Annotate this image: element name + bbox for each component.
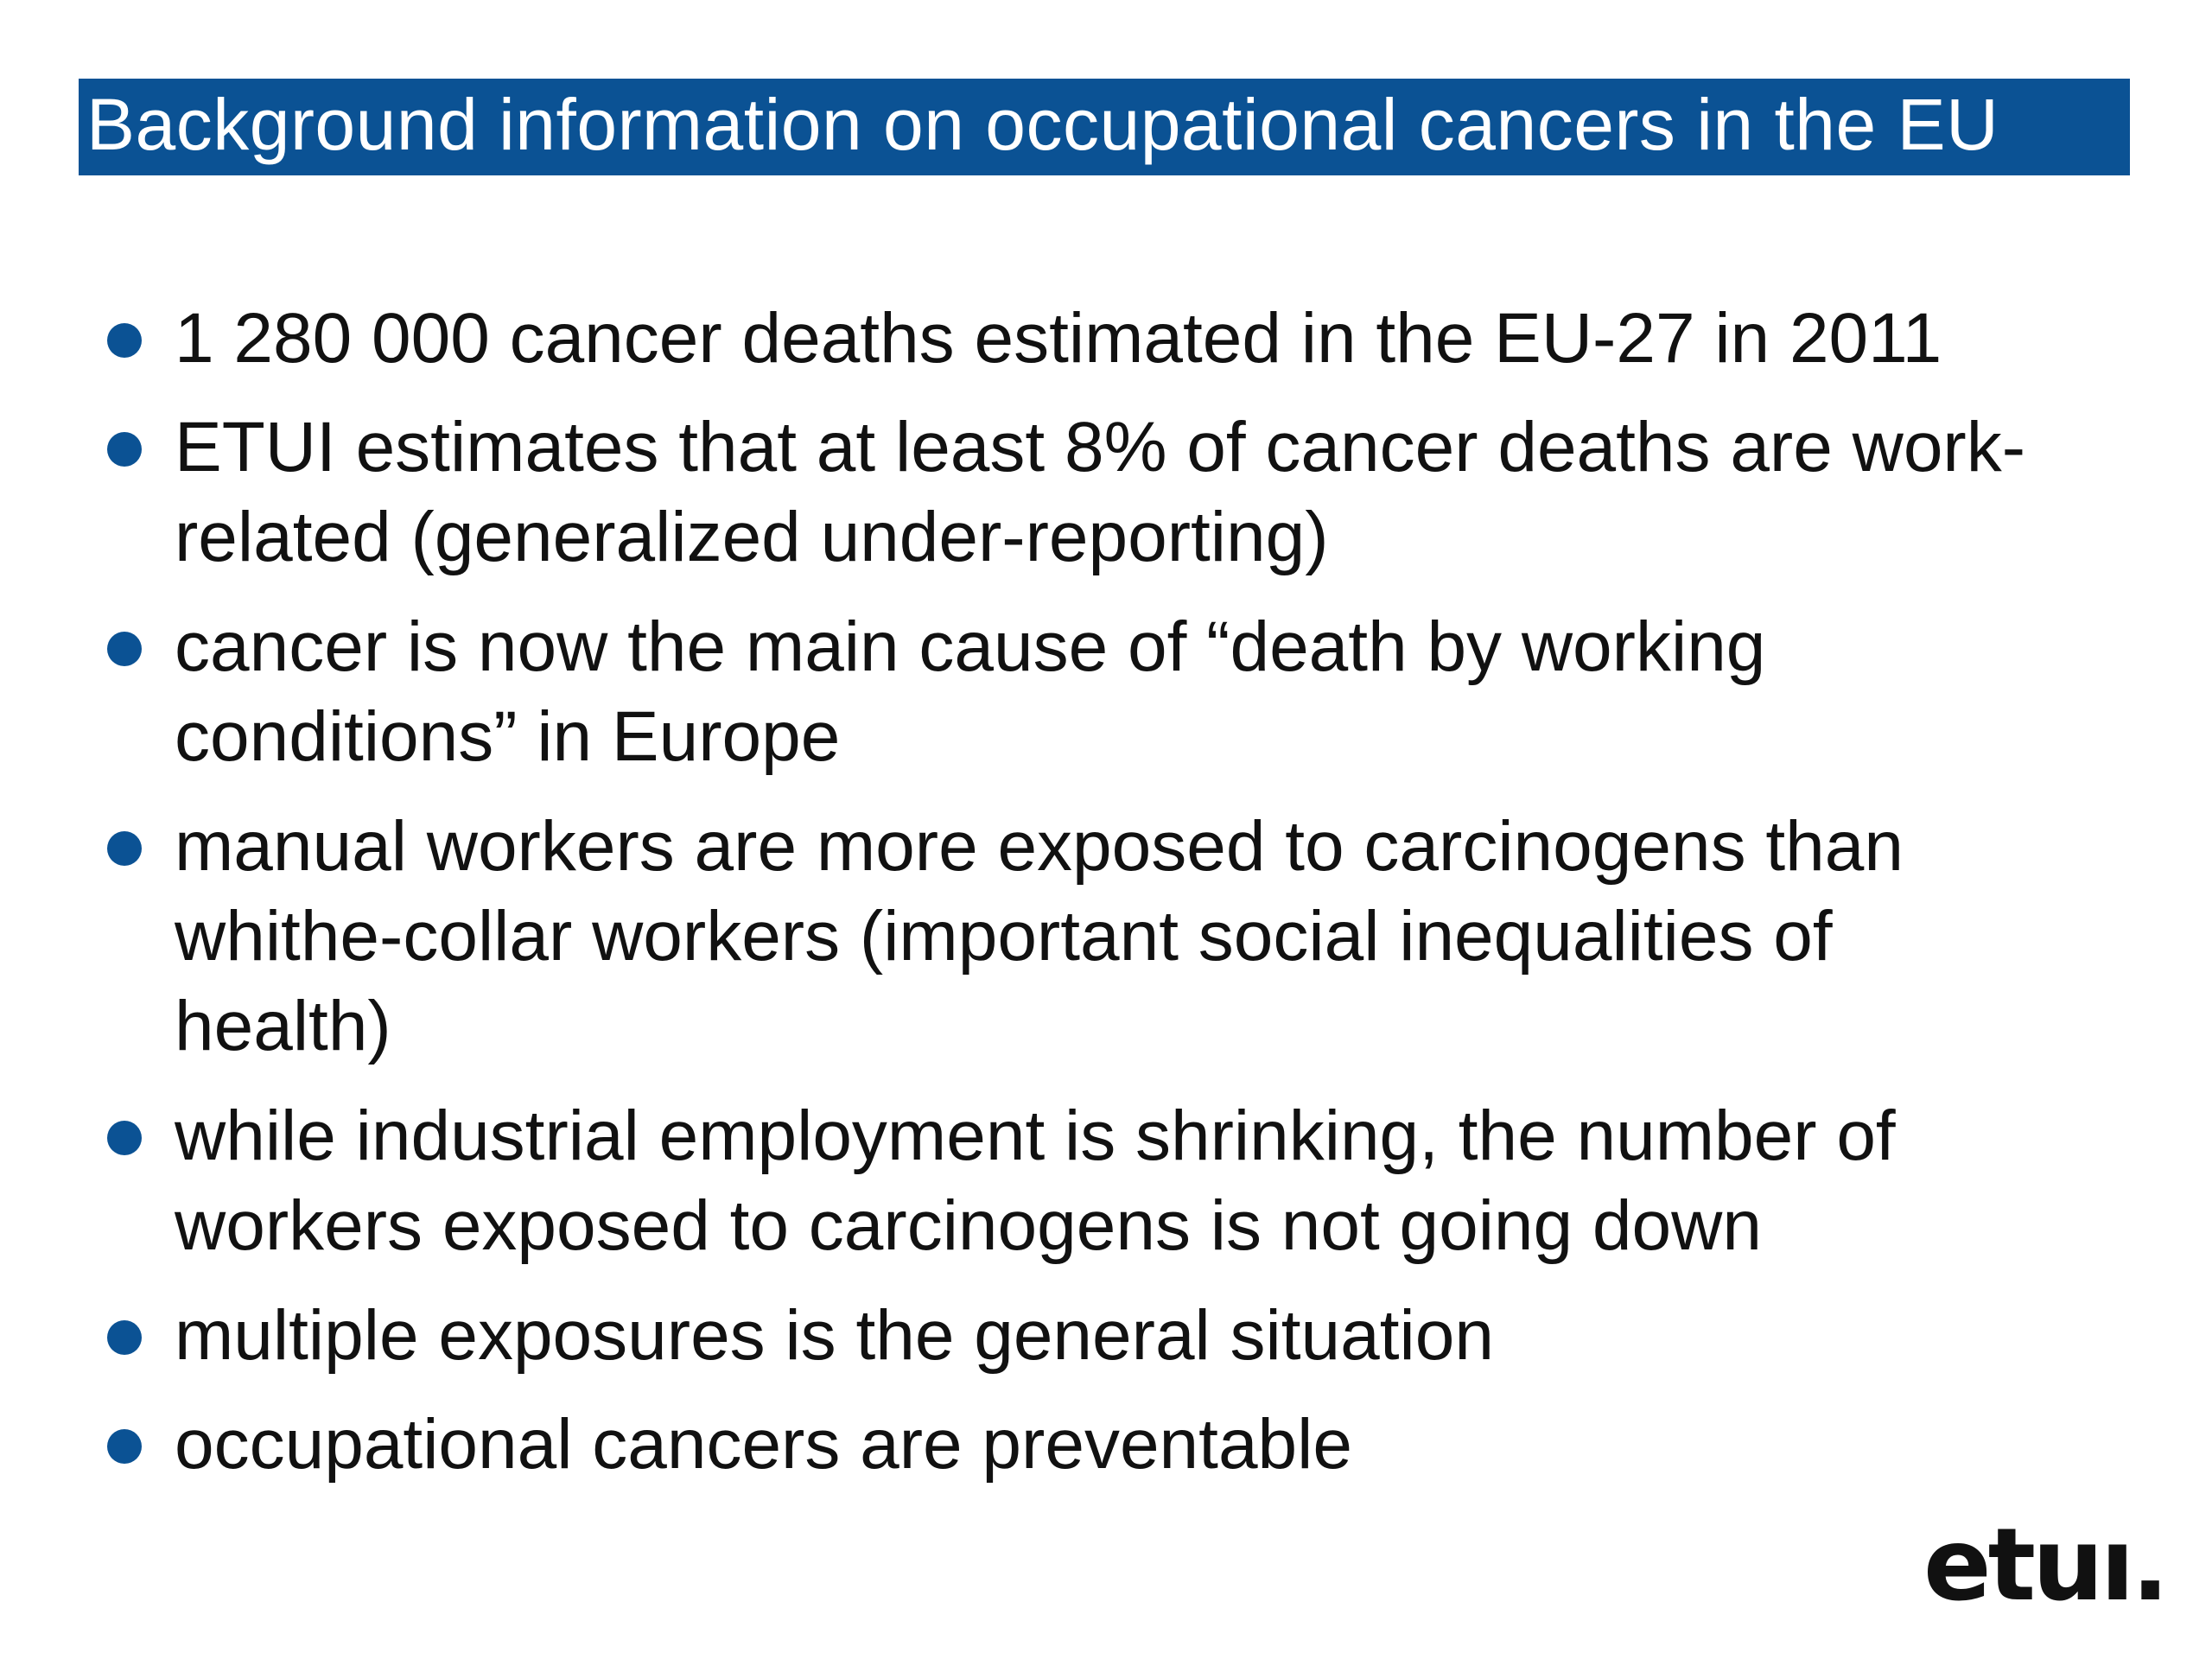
bullet-text: manual workers are more exposed to carcinogens than whithe-collar workers (important social inequalities of health) bbox=[175, 807, 1904, 1065]
bullet-dot-icon bbox=[107, 1320, 142, 1355]
etui-logo: etuı. bbox=[1923, 1507, 2166, 1624]
bullet-dot-icon bbox=[107, 1121, 142, 1155]
bullet-text: 1 280 000 cancer deaths estimated in the EU-27 in 2011 bbox=[175, 299, 1942, 378]
slide-title: Background information on occupational cancers in the EU bbox=[86, 84, 1999, 165]
bullet-dot-icon bbox=[107, 831, 142, 866]
bullet-text: ETUI estimates that at least 8% of cancer deaths are work- related (generalized under-reporting) bbox=[175, 408, 2026, 576]
bullet-dot-icon bbox=[107, 432, 142, 467]
bullet-text: cancer is now the main cause of “death by working conditions” in Europe bbox=[175, 607, 1766, 776]
bullet-dot-icon bbox=[107, 323, 142, 358]
bullet-text: multiple exposures is the general situation bbox=[175, 1296, 1494, 1375]
bullet-dot-icon bbox=[107, 1429, 142, 1464]
bullet-text: occupational cancers are preventable bbox=[175, 1405, 1352, 1484]
bullet-dot-icon bbox=[107, 632, 142, 666]
bullet-text: while industrial employment is shrinking, the number of workers exposed to carcinogens is not going down bbox=[175, 1096, 1896, 1265]
